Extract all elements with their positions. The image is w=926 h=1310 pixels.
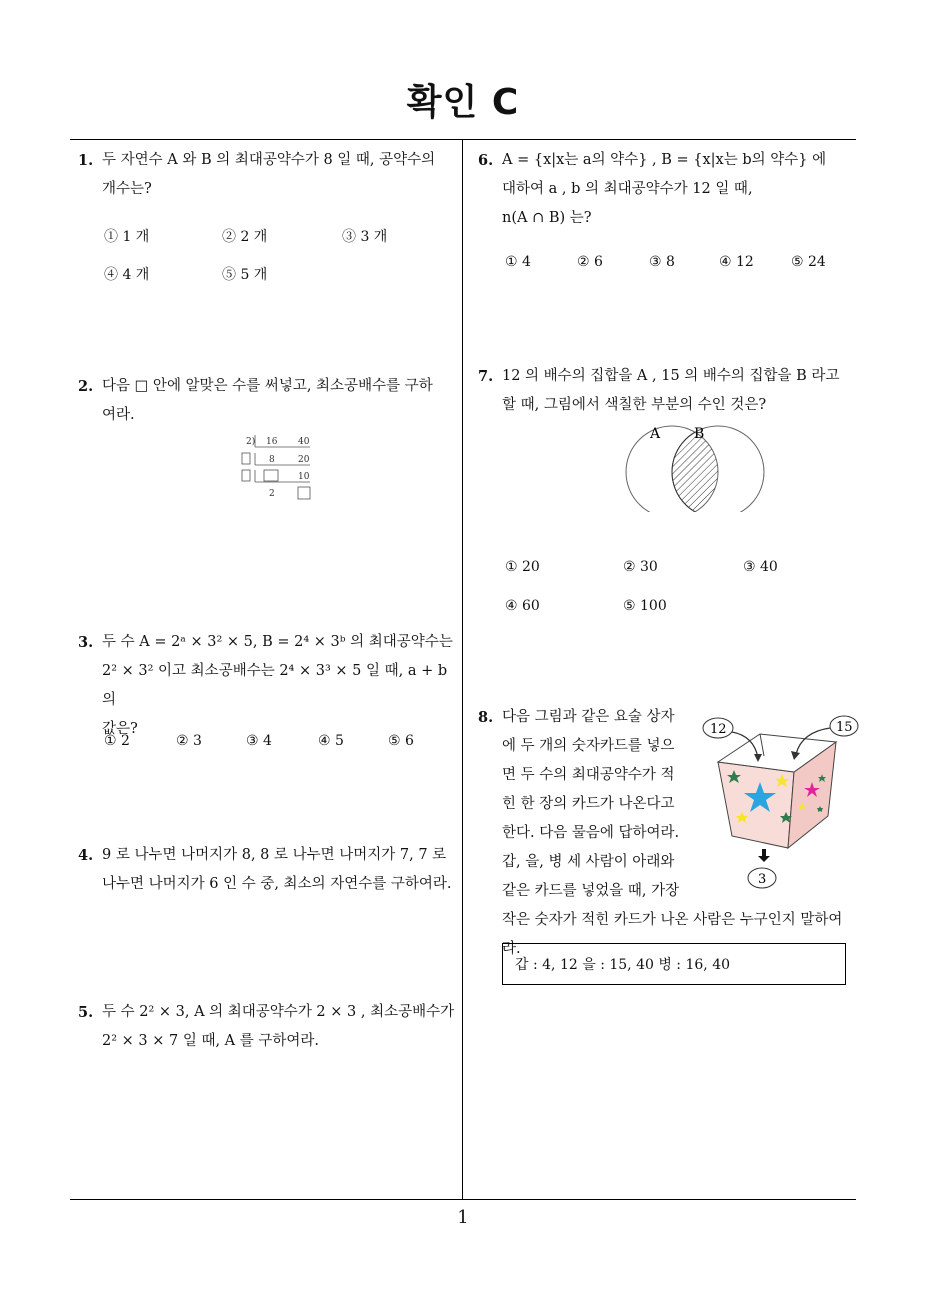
choice[interactable]: ④ 12 [719, 254, 754, 270]
question-7 [478, 362, 860, 420]
question-3 [78, 628, 458, 744]
choice[interactable]: ② 2 개 [222, 229, 268, 245]
choice[interactable]: ② 3 [176, 733, 202, 749]
card-value: 3 [758, 872, 767, 887]
ladder-value: 8 [269, 455, 275, 465]
question-text: 두 수 2² × 3, A 의 최대공약수가 2 × 3 , 최소공배수가 [102, 1004, 455, 1020]
bottom-rule [70, 1199, 856, 1200]
down-arrow-icon [762, 849, 766, 857]
question-text: 작은 숫자가 적힌 카드가 나온 사람은 누구인지 말하여 [502, 912, 843, 928]
magic-box-figure [698, 710, 862, 892]
venn-diagram [620, 420, 770, 512]
blank-box[interactable] [264, 470, 278, 481]
question-text: 2² × 3 × 7 일 때, A 를 구하여라. [102, 1033, 320, 1049]
question-number: 3. [78, 634, 94, 651]
question-text: 9 로 나누면 나머지가 8, 8 로 나누면 나머지가 7, 7 로 [102, 847, 447, 863]
choice[interactable]: ③ 4 [246, 733, 272, 749]
set-b-label: B [694, 426, 705, 442]
question-text: 여라. [102, 407, 135, 423]
question-text: 다음 그림과 같은 요술 상자 [502, 709, 675, 725]
question-text: 대하여 a , b 의 최대공약수가 12 일 때, [502, 181, 753, 197]
question-text: 힌 한 장의 카드가 나온다고 [502, 796, 675, 812]
question-number: 1. [78, 152, 94, 169]
page-title: 확인 C [406, 82, 520, 123]
set-a-label: A [650, 426, 661, 442]
choice[interactable]: ① 20 [505, 559, 540, 575]
choice[interactable]: ⑤ 5 개 [222, 267, 268, 283]
question-6 [478, 146, 860, 233]
card-value: 15 [836, 720, 853, 735]
question-text: 갑, 을, 병 세 사람이 아래와 [502, 854, 675, 870]
column-divider [462, 139, 463, 1199]
question-text: A = {x|x는 a의 약수} , B = {x|x는 b의 약수} 에 [502, 152, 827, 168]
question-text: 2² × 3² 이고 최소공배수는 2⁴ × 3³ × 5 일 때, a + b 의 [102, 663, 448, 708]
question-number: 4. [78, 847, 94, 864]
question-1 [78, 146, 458, 204]
question-text: 같은 카드를 넣었을 때, 가장 [502, 883, 680, 899]
question-number: 7. [478, 368, 494, 385]
question-5 [78, 998, 460, 1056]
division-ladder-figure [238, 432, 318, 504]
question-number: 2. [78, 378, 94, 395]
question-text: 에 두 개의 숫자카드를 넣으 [502, 738, 675, 754]
question-text: 값은? [102, 721, 138, 737]
question-text: 다음 □ 안에 알맞은 수를 써넣고, 최소공배수를 구하 [102, 378, 433, 394]
question-text: 12 의 배수의 집합을 A , 15 의 배수의 집합을 B 라고 [502, 368, 840, 384]
choice[interactable]: ① 2 [104, 733, 130, 749]
question-2 [78, 372, 458, 430]
ladder-value: 16 [266, 437, 278, 447]
blank-box[interactable] [242, 453, 250, 464]
page-number: 1 [457, 1207, 469, 1228]
question-text: 개수는? [102, 181, 152, 197]
choice[interactable]: ① 4 [505, 254, 531, 270]
question-text: n(A ∩ B) 는? [502, 210, 592, 226]
question-text: 나누면 나머지가 6 인 수 중, 최소의 자연수를 구하여라. [102, 876, 452, 892]
ladder-value: 40 [298, 437, 310, 447]
choice[interactable]: ⑤ 6 [388, 733, 414, 749]
question-number: 5. [78, 1004, 94, 1021]
question-text: 한다. 다음 물음에 답하여라. [502, 825, 680, 841]
question-number: 6. [478, 152, 494, 169]
choice[interactable]: ⑤ 100 [623, 598, 667, 614]
choice[interactable]: ⑤ 24 [791, 254, 826, 270]
down-arrow-head-icon [758, 856, 770, 862]
question-text: 두 자연수 A 와 B 의 최대공약수가 8 일 때, 공약수의 [102, 152, 436, 168]
ladder-value: 2 [269, 489, 275, 499]
card-value: 12 [710, 722, 727, 737]
divisor-label: 2) [246, 437, 256, 447]
blank-box[interactable] [242, 470, 250, 481]
choice[interactable]: ② 30 [623, 559, 658, 575]
question-number: 8. [478, 709, 494, 726]
choice[interactable]: ③ 40 [743, 559, 778, 575]
choice[interactable]: ② 6 [577, 254, 603, 270]
choice[interactable]: ③ 8 [649, 254, 675, 270]
question-4 [78, 841, 460, 899]
choice[interactable]: ① 1 개 [104, 229, 150, 245]
question-text: 할 때, 그림에서 색칠한 부분의 수인 것은? [502, 397, 767, 413]
top-rule [70, 139, 856, 140]
choice[interactable]: ④ 60 [505, 598, 540, 614]
question-text: 라. [502, 941, 521, 957]
choice[interactable]: ④ 4 개 [104, 267, 150, 283]
choice[interactable]: ③ 3 개 [342, 229, 388, 245]
ladder-value: 20 [298, 455, 310, 465]
answer-info-box: 갑 : 4, 12 을 : 15, 40 병 : 16, 40 [502, 943, 846, 985]
question-text: 두 수 A = 2ᵃ × 3² × 5, B = 2⁴ × 3ᵇ 의 최대공약수는 [102, 634, 453, 650]
choice[interactable]: ④ 5 [318, 733, 344, 749]
blank-box[interactable] [298, 487, 310, 499]
ladder-value: 10 [298, 472, 310, 482]
question-text: 면 두 수의 최대공약수가 적 [502, 767, 675, 783]
